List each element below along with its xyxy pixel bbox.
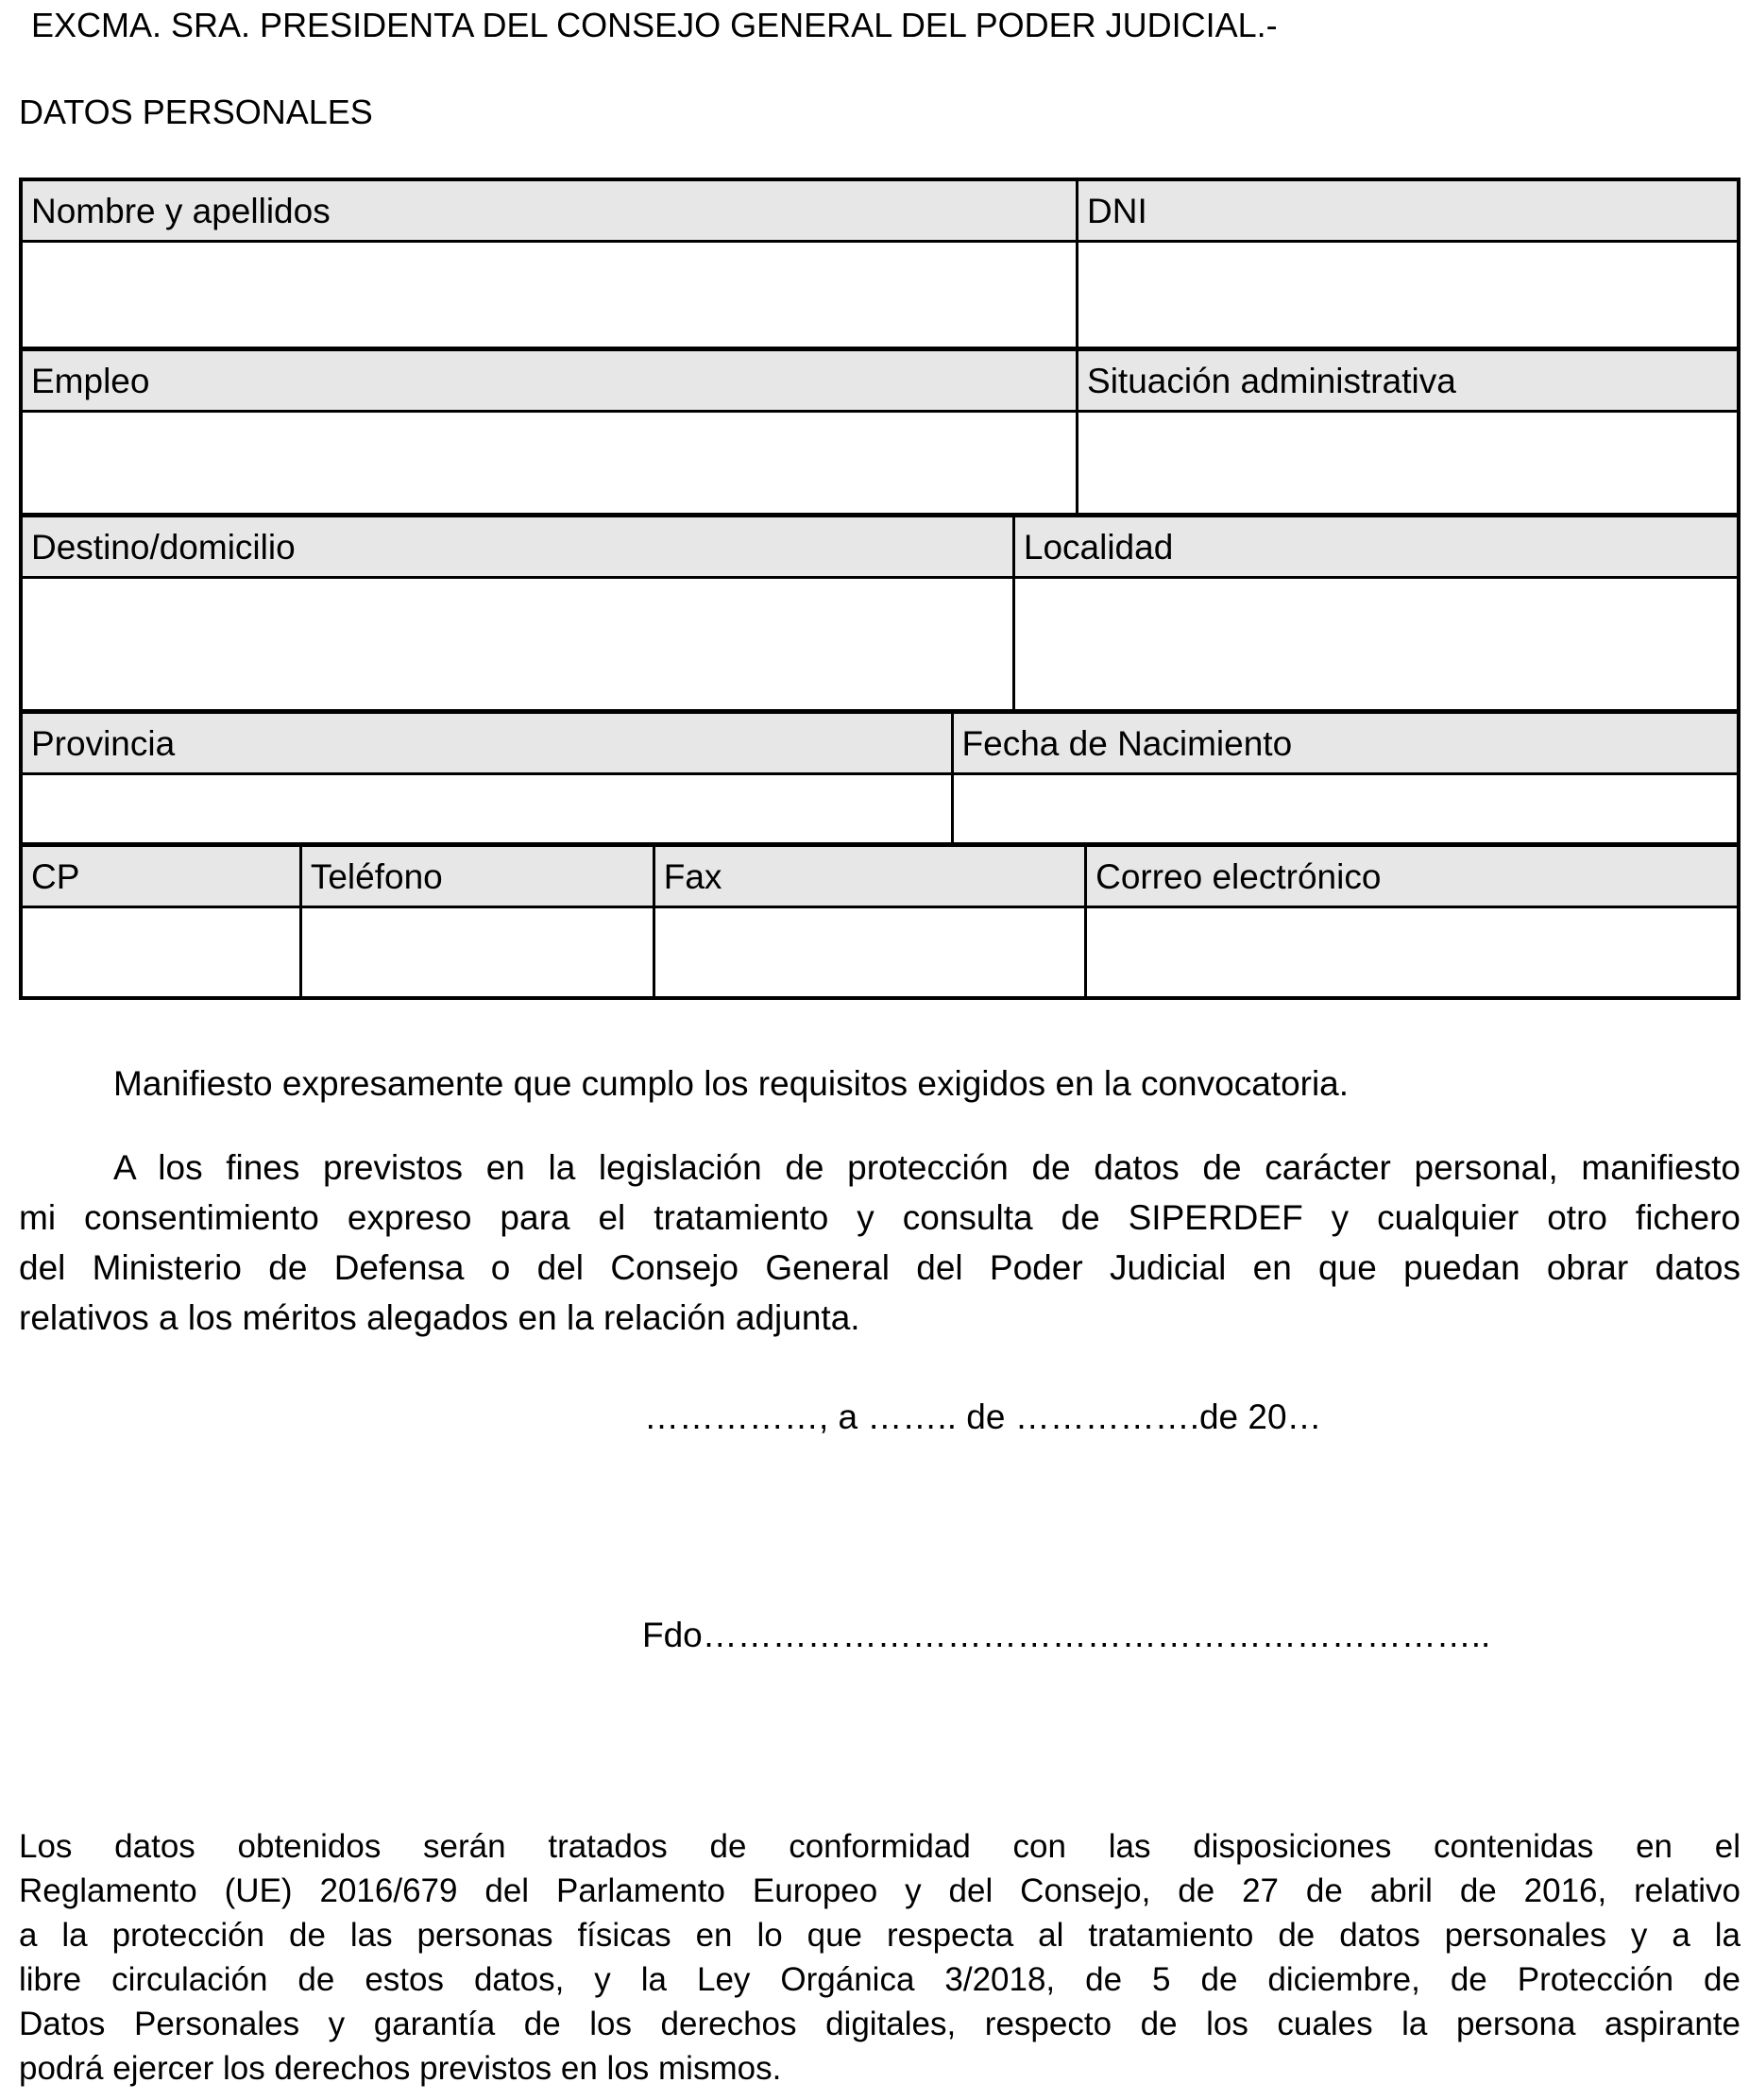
telefono-input-cell[interactable] (302, 908, 655, 996)
label-row (23, 517, 1737, 579)
input-row (23, 908, 1737, 996)
field-label-correo-electronico: Correo electrónico (1095, 857, 1382, 896)
situacion-administrativa-input-cell[interactable] (1078, 413, 1737, 513)
field-label-fax: Fax (655, 847, 1087, 906)
table-band-nombre-dni (23, 181, 1737, 351)
label-row (23, 847, 1737, 908)
table-band-cp-telefono-fax-correo (23, 847, 1737, 996)
input-row (23, 413, 1737, 513)
input-row (23, 579, 1737, 709)
signature-fill-line[interactable]: Fdo………………………………………………………….. (642, 1616, 1491, 1654)
label-row (23, 714, 1737, 775)
addressee-heading: EXCMA. SRA. PRESIDENTA DEL CONSEJO GENERAL DEL PODER JUDICIAL.- (31, 6, 1278, 44)
text-line: libre circulación de estos datos, y la Ley Orgánica 3/2018, de 5 de diciembre, de Protección de (19, 1961, 1741, 1998)
field-label-localidad: Localidad (1023, 528, 1174, 567)
field-label-dni: DNI (1087, 192, 1147, 230)
fecha-nacimiento-input-cell[interactable] (954, 775, 1737, 842)
text-line: Datos Personales y garantía de los derechos digitales, respecto de los cuales la persona aspirante (19, 2006, 1741, 2042)
section-title: DATOS PERSONALES (19, 93, 373, 131)
text-line: del Ministerio de Defensa o del Consejo General del Poder Judicial en que puedan obrar datos (19, 1248, 1741, 1287)
nombre-apellidos-input-cell[interactable] (23, 243, 1078, 347)
field-label-provincia: Provincia (23, 714, 954, 772)
table-band-provincia-fecha (23, 714, 1737, 847)
field-label-fecha-nacimiento: Fecha de Nacimiento (961, 724, 1293, 763)
place-date-fill-line[interactable]: ……………, a …….. de …………….de 20… (644, 1397, 1322, 1436)
text-line: A los fines previstos en la legislación de protección de datos de carácter personal, manifiesto (113, 1148, 1741, 1187)
field-label-nombre-apellidos: Nombre y apellidos (23, 181, 1078, 240)
field-label-destino-domicilio: Destino/domicilio (23, 517, 1015, 576)
provincia-input-cell[interactable] (23, 775, 954, 842)
label-row (23, 181, 1737, 243)
text-line: Reglamento (UE) 2016/679 del Parlamento Europeo y del Consejo, de 27 de abril de 2016, relativo (19, 1872, 1741, 1909)
destino-domicilio-input-cell[interactable] (23, 579, 1015, 709)
dni-input-cell[interactable] (1078, 243, 1737, 347)
input-row (23, 775, 1737, 842)
field-label-cp: CP (23, 847, 302, 906)
text-line: mi consentimiento expreso para el tratamiento y consulta de SIPERDEF y cualquier otro fichero (19, 1198, 1741, 1237)
table-band-empleo-situacion (23, 351, 1737, 517)
empleo-input-cell[interactable] (23, 413, 1078, 513)
text-line: podrá ejercer los derechos previstos en los mismos. (19, 2050, 782, 2087)
text-line: relativos a los méritos alegados en la relación adjunta. (19, 1298, 860, 1337)
cp-input-cell[interactable] (23, 908, 302, 996)
text-line: a la protección de las personas físicas en lo que respecta al tratamiento de datos personales y a la (19, 1917, 1741, 1954)
table-band-destino-localidad (23, 517, 1737, 714)
requisitos-declaration-paragraph: Manifiesto expresamente que cumplo los requisitos exigidos en la convocatoria. (113, 1064, 1350, 1103)
field-label-empleo: Empleo (23, 351, 1078, 410)
localidad-input-cell[interactable] (1015, 579, 1737, 709)
consent-paragraph (19, 1143, 1741, 1343)
label-row (23, 351, 1737, 413)
field-label-situacion-administrativa: Situación administrativa (1087, 362, 1456, 400)
data-protection-notice (19, 1824, 1741, 2091)
correo-electronico-input-cell[interactable] (1087, 908, 1737, 996)
field-label-telefono: Teléfono (302, 847, 655, 906)
input-row (23, 243, 1737, 347)
personal-data-table (19, 178, 1741, 1000)
fax-input-cell[interactable] (655, 908, 1087, 996)
text-line: Los datos obtenidos serán tratados de conformidad con las disposiciones contenidas en el (19, 1828, 1741, 1865)
